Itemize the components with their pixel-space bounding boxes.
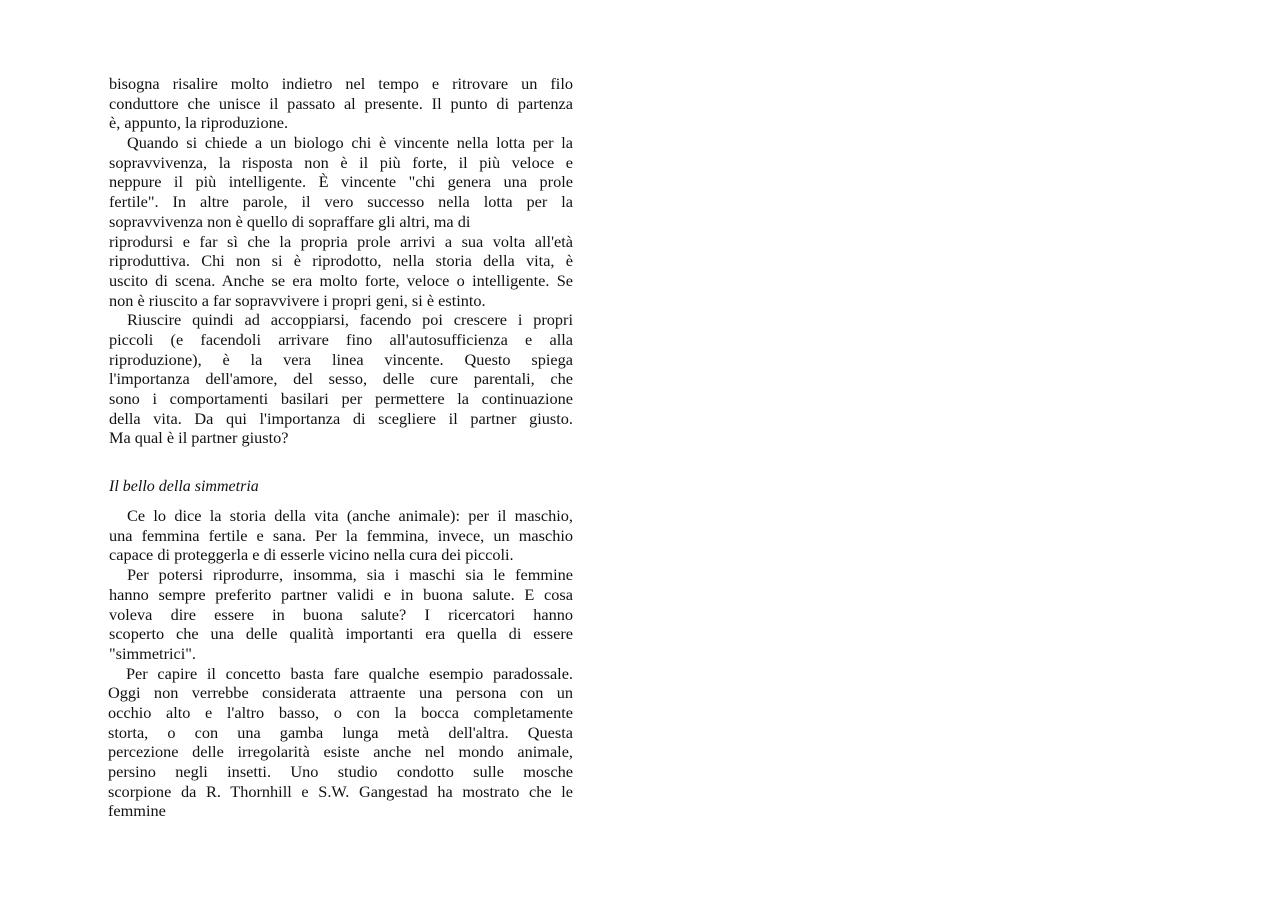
paragraph: [109, 74, 573, 133]
text-line: Ma qual è il partner giusto?: [109, 428, 289, 448]
paragraph: [108, 664, 573, 822]
text-line: Per capire il concetto basta fare qualche esempio paradossale.: [126, 663, 573, 683]
text-line: della vita. Da qui l'importanza di scegliere il partner giusto.: [109, 408, 573, 428]
paragraph: [109, 133, 573, 310]
text-line: persino negli insetti. Uno studio condotto sulle mosche: [108, 762, 573, 781]
text-line: neppure il più intelligente. È vincente "chi genera una prole: [109, 172, 573, 192]
text-line: riprodursi e far sì che la propria prole arrivi a sua volta all'età: [109, 231, 573, 251]
text-line: sono i comportamenti basilari per permettere la continuazione: [109, 389, 573, 408]
text-line: bisogna risalire molto indietro nel tempo e ritrovare un filo: [109, 74, 573, 93]
text-line: percezione delle irregolarità esiste anche nel mondo animale,: [108, 742, 573, 762]
text-line: conduttore che unisce il passato al presente. Il punto di partenza: [109, 93, 573, 113]
text-column: [109, 74, 573, 821]
text-line: Quando si chiede a un biologo chi è vincente nella lotta per la: [127, 133, 573, 153]
text-line: uscito di scena. Anche se era molto forte, veloce o intelligente. Se: [109, 270, 573, 290]
section-heading: Il bello della simmetria: [109, 478, 259, 496]
text-line: una femmina fertile e sana. Per la femmina, invece, un maschio: [109, 525, 573, 545]
text-line: sopravvivenza non è quello di sopraffare gli altri, ma di: [109, 211, 471, 231]
text-line: Riuscire quindi ad accoppiarsi, facendo poi crescere i propri: [127, 310, 573, 330]
text-line: occhio alto e l'altro basso, o con la bocca completamente: [108, 702, 573, 722]
text-line: riproduttiva. Chi non si è riprodotto, nella storia della vita, è: [109, 251, 573, 271]
text-line: voleva dire essere in buona salute? I ricercatori hanno: [109, 604, 573, 624]
paragraph: [109, 310, 573, 448]
text-line: Oggi non verrebbe considerata attraente una persona con un: [108, 683, 573, 703]
text-line: storta, o con una gamba lunga metà dell'altra. Questa: [108, 722, 573, 742]
text-line: non è riuscito a far sopravvivere i propri geni, si è estinto.: [109, 290, 486, 310]
text-line: piccoli (e facendoli arrivare fino all'autosufficienza e alla: [109, 329, 573, 349]
text-line: riproduzione), è la vera linea vincente. Questo spiega: [109, 349, 573, 369]
text-line: hanno sempre preferito partner validi e in buona salute. E cosa: [109, 584, 573, 604]
text-line: è, appunto, la riproduzione.: [109, 113, 289, 133]
text-line: scorpione da R. Thornhill e S.W. Gangestad ha mostrato che le: [108, 781, 573, 801]
text-line: sopravvivenza, la risposta non è il più forte, il più veloce e: [109, 152, 573, 172]
text-line: Ce lo dice la storia della vita (anche animale): per il maschio,: [127, 506, 573, 526]
paragraph: [109, 506, 573, 565]
text-line: "simmetrici".: [109, 643, 196, 663]
text-line: l'importanza dell'amore, del sesso, delle cure parentali, che: [109, 369, 573, 389]
text-line: fertile". In altre parole, il vero successo nella lotta per la: [109, 192, 573, 212]
text-line: Per potersi riprodurre, insomma, sia i maschi sia le femmine: [127, 565, 573, 585]
text-line: femmine: [108, 801, 166, 821]
text-line: capace di proteggerla e di esserle vicino nella cura dei piccoli.: [109, 545, 514, 565]
paragraph: [109, 565, 573, 663]
text-line: scoperto che una delle qualità importanti era quella di essere: [109, 624, 573, 644]
